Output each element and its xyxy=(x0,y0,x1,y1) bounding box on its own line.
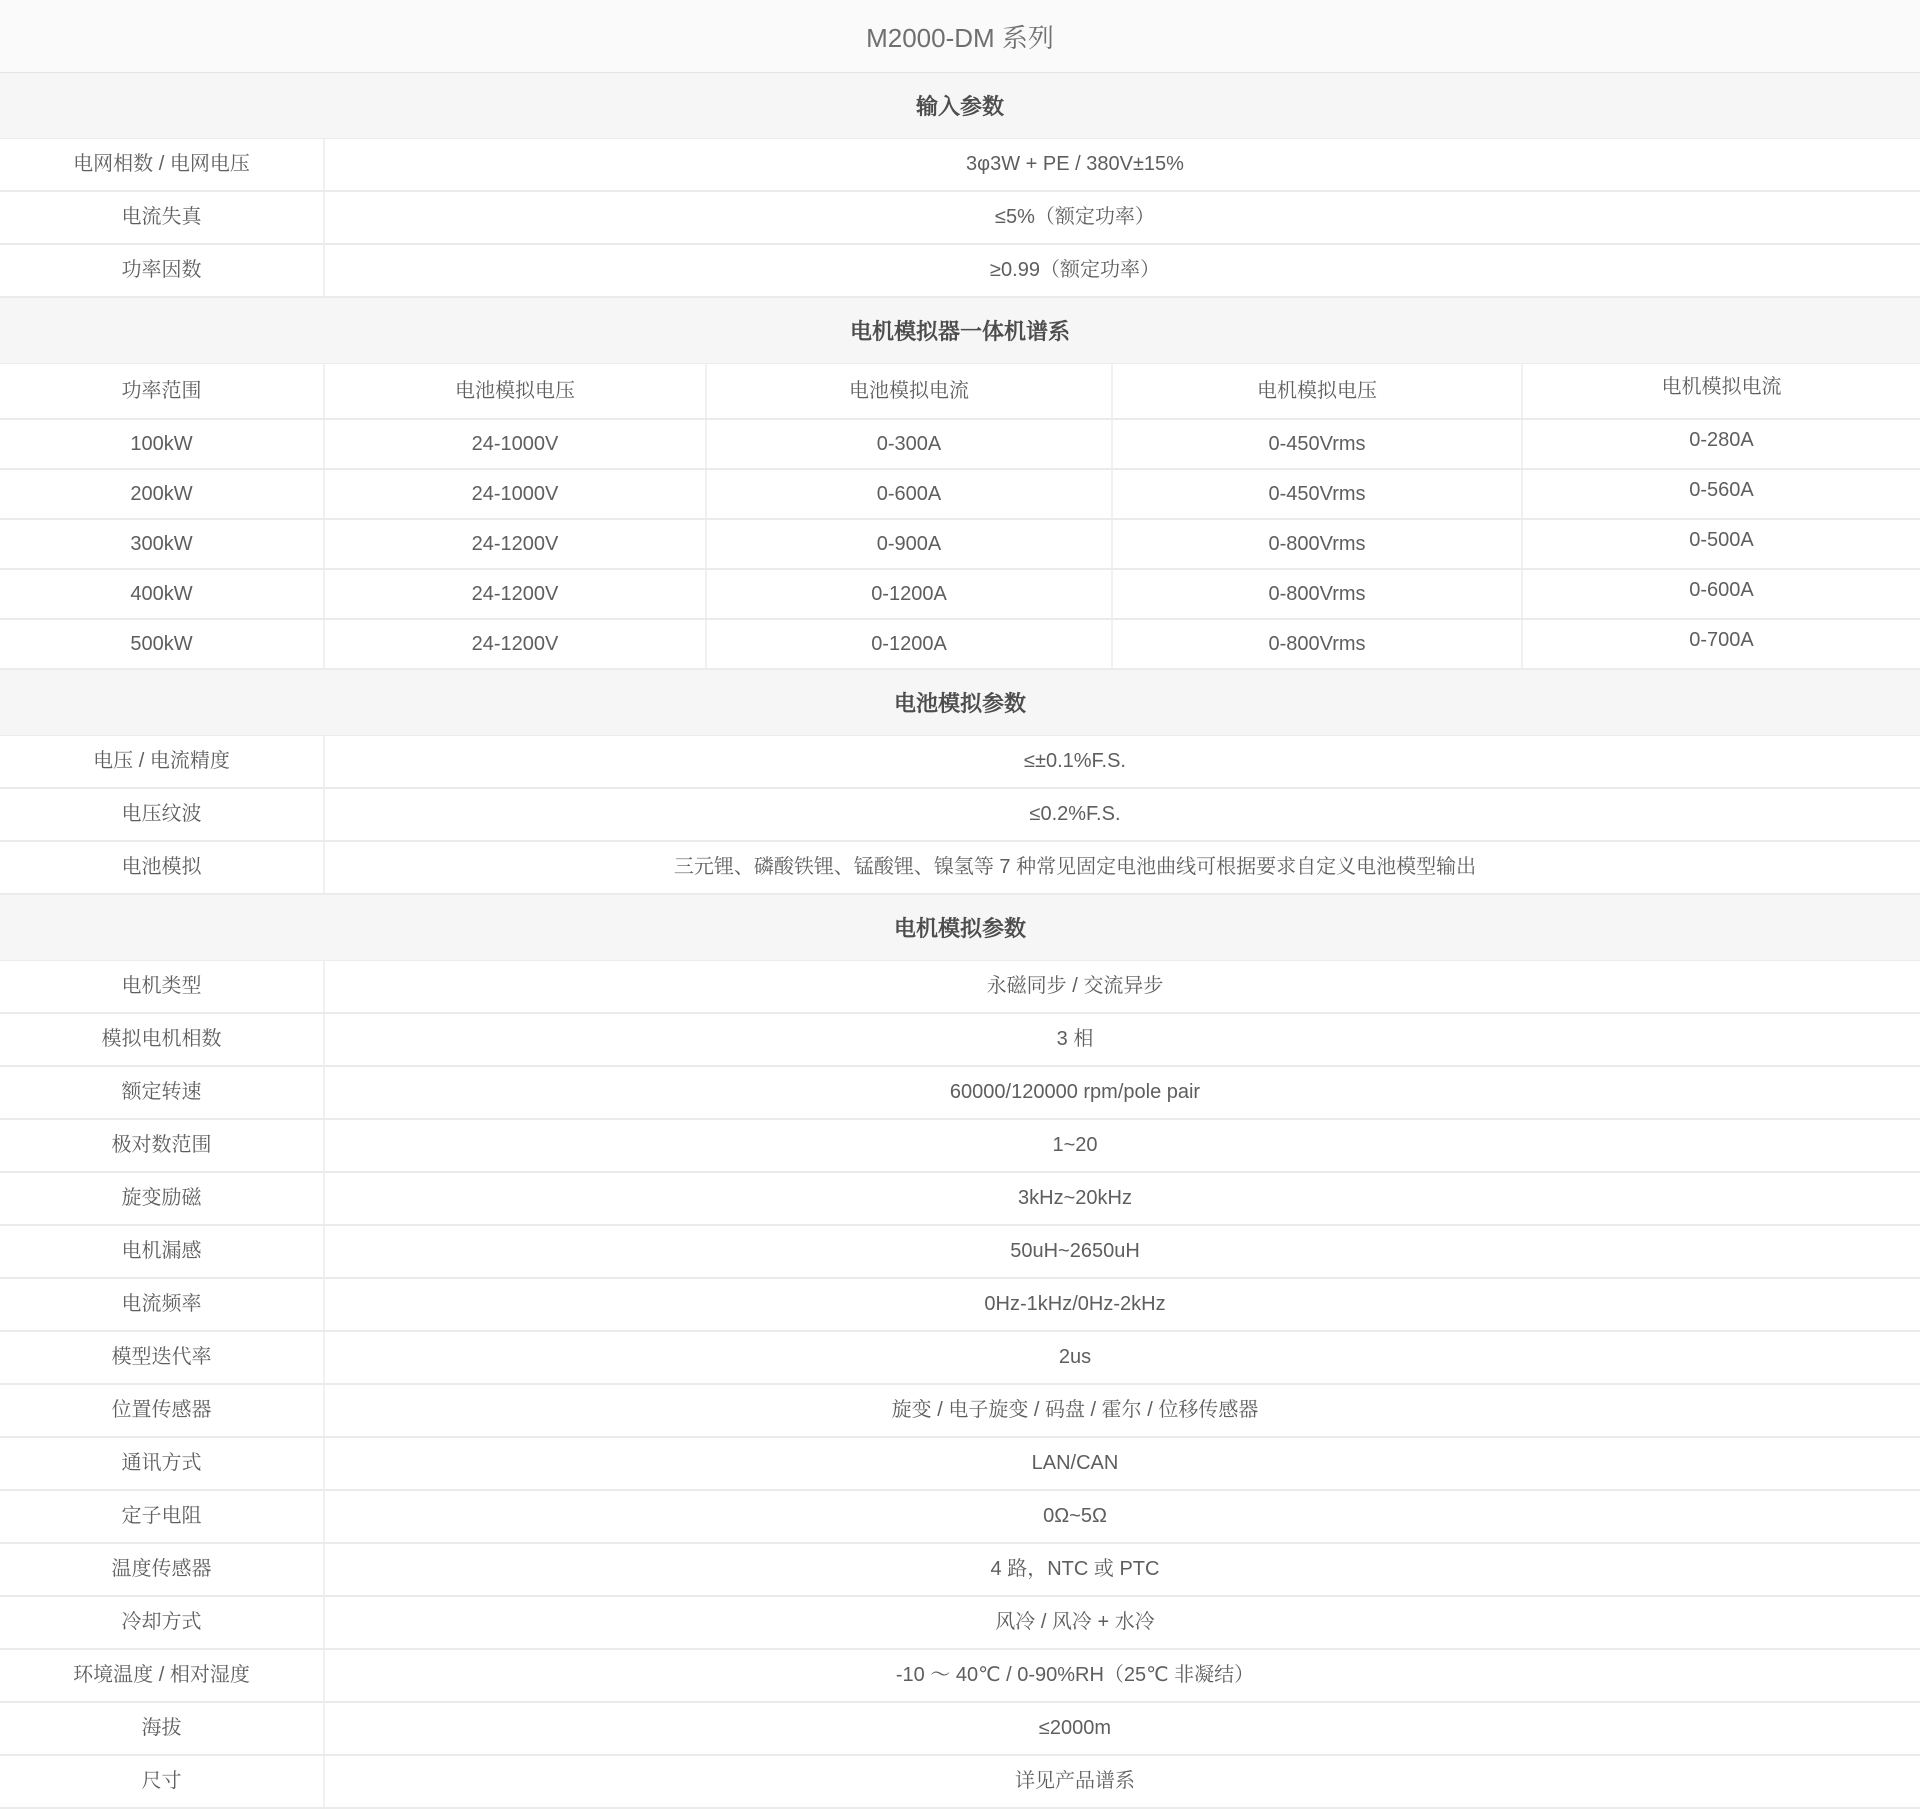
section-header-input-params xyxy=(0,73,1920,139)
power-table-column-header: 电机模拟电流 xyxy=(1661,375,1782,398)
page-title: M2000-DM 系列 xyxy=(866,22,1054,53)
spec-label: 温度传感器 xyxy=(0,1544,325,1595)
power-table-cell: 0-700A xyxy=(1689,628,1754,651)
spec-label: 冷却方式 xyxy=(0,1597,325,1648)
spec-row xyxy=(0,1279,1920,1332)
spec-value: 0Hz-1kHz/0Hz-2kHz xyxy=(984,1293,1166,1315)
power-table-cell: 0-450Vrms xyxy=(1113,470,1523,518)
spec-label: 模拟电机相数 xyxy=(0,1014,325,1065)
spec-value: 4 路，NTC 或 PTC xyxy=(990,1558,1160,1580)
spec-row xyxy=(0,736,1920,789)
spec-value: ≤±0.1%F.S. xyxy=(1024,750,1126,772)
power-table-column-header: 电池模拟电压 xyxy=(325,364,707,418)
power-table-cell: 24-1000V xyxy=(325,470,707,518)
power-table-column-header: 电池模拟电流 xyxy=(707,364,1113,418)
spec-label: 位置传感器 xyxy=(0,1385,325,1436)
spec-value: 1~20 xyxy=(1052,1134,1098,1156)
spec-value: ≥0.99（额定功率） xyxy=(990,259,1160,281)
power-table-cell: 200kW xyxy=(0,470,325,518)
spec-row xyxy=(0,1067,1920,1120)
power-table-row xyxy=(0,520,1920,570)
spec-label: 通讯方式 xyxy=(0,1438,325,1489)
spec-label: 电池模拟 xyxy=(0,842,325,893)
spec-label: 环境温度 / 相对湿度 xyxy=(0,1650,325,1701)
power-table-row xyxy=(0,420,1920,470)
spec-row xyxy=(0,1385,1920,1438)
spec-row xyxy=(0,842,1920,895)
spec-value: 3kHz~20kHz xyxy=(1018,1187,1132,1209)
spec-row xyxy=(0,1597,1920,1650)
spec-label: 电流失真 xyxy=(0,192,325,243)
section-header-label: 电机模拟参数 xyxy=(893,916,1026,941)
spec-row xyxy=(0,1014,1920,1067)
spec-row xyxy=(0,1332,1920,1385)
spec-value: -10 ～ 40℃ / 0-90%RH（25℃ 非凝结） xyxy=(895,1664,1255,1686)
section-header-label: 电池模拟参数 xyxy=(893,691,1026,716)
power-table-column-header: 电机模拟电压 xyxy=(1113,364,1523,418)
spec-label: 电压纹波 xyxy=(0,789,325,840)
spec-label: 极对数范围 xyxy=(0,1120,325,1171)
section-header-motor-sim-params xyxy=(0,895,1920,961)
spec-row xyxy=(0,961,1920,1014)
spec-label: 电网相数 / 电网电压 xyxy=(0,139,325,190)
power-table-cell: 400kW xyxy=(0,570,325,618)
section-header-battery-sim-params xyxy=(0,670,1920,736)
spec-row xyxy=(0,789,1920,842)
spec-label: 电流频率 xyxy=(0,1279,325,1330)
section-header-motor-emulator-lineup xyxy=(0,298,1920,364)
spec-value: LAN/CAN xyxy=(1031,1452,1119,1474)
spec-row xyxy=(0,192,1920,245)
spec-value: ≤0.2%F.S. xyxy=(1029,803,1121,825)
spec-row xyxy=(0,1226,1920,1279)
spec-label: 模型迭代率 xyxy=(0,1332,325,1383)
power-table-column-header: 功率范围 xyxy=(0,364,325,418)
power-table-cell: 0-600A xyxy=(707,470,1113,518)
power-table-cell: 0-560A xyxy=(1689,478,1754,501)
power-table-cell: 0-300A xyxy=(707,420,1113,468)
spec-row xyxy=(0,1438,1920,1491)
power-table-cell: 24-1000V xyxy=(325,420,707,468)
spec-value: 2us xyxy=(1058,1346,1092,1368)
power-table-cell: 0-900A xyxy=(707,520,1113,568)
section-header-label: 输入参数 xyxy=(915,94,1004,119)
spec-label: 定子电阻 xyxy=(0,1491,325,1542)
spec-value: 详见产品谱系 xyxy=(1015,1770,1135,1792)
spec-label: 海拔 xyxy=(0,1703,325,1754)
spec-value: ≤5%（额定功率） xyxy=(995,206,1155,228)
spec-row xyxy=(0,1544,1920,1597)
spec-row xyxy=(0,245,1920,298)
power-table-cell: 300kW xyxy=(0,520,325,568)
spec-label: 电机类型 xyxy=(0,961,325,1012)
spec-row xyxy=(0,1756,1920,1809)
spec-value: 风冷 / 风冷 + 水冷 xyxy=(995,1611,1155,1633)
spec-value: 3 相 xyxy=(1056,1028,1094,1050)
spec-label: 功率因数 xyxy=(0,245,325,296)
spec-value: 永磁同步 / 交流异步 xyxy=(986,975,1164,997)
spec-title-row xyxy=(0,0,1920,73)
spec-row xyxy=(0,1173,1920,1226)
spec-value: 60000/120000 rpm/pole pair xyxy=(949,1081,1201,1103)
spec-label: 旋变励磁 xyxy=(0,1173,325,1224)
power-table-cell: 0-280A xyxy=(1689,428,1754,451)
spec-row xyxy=(0,1491,1920,1544)
section-header-label: 电机模拟器一体机谱系 xyxy=(849,319,1070,344)
power-table-cell: 100kW xyxy=(0,420,325,468)
power-table-header-row xyxy=(0,364,1920,420)
power-table-cell: 0-1200A xyxy=(707,570,1113,618)
spec-value: ≤2000m xyxy=(1038,1717,1112,1739)
spec-row xyxy=(0,1650,1920,1703)
power-table-cell: 500kW xyxy=(0,620,325,668)
spec-value: 3φ3W + PE / 380V±15% xyxy=(966,153,1184,175)
power-table-cell: 0-1200A xyxy=(707,620,1113,668)
spec-value: 三元锂、磷酸铁锂、锰酸锂、镍氢等 7 种常见固定电池曲线可根据要求自定义电池模型输出 xyxy=(673,856,1477,878)
power-table-cell: 24-1200V xyxy=(325,570,707,618)
power-table-cell: 0-450Vrms xyxy=(1113,420,1523,468)
spec-row xyxy=(0,1703,1920,1756)
power-table-row xyxy=(0,470,1920,520)
power-table-cell: 0-500A xyxy=(1689,528,1754,551)
spec-value: 0Ω~5Ω xyxy=(1043,1505,1107,1527)
spec-value: 旋变 / 电子旋变 / 码盘 / 霍尔 / 位移传感器 xyxy=(891,1399,1259,1421)
spec-label: 电压 / 电流精度 xyxy=(0,736,325,787)
power-table-cell: 24-1200V xyxy=(325,620,707,668)
power-table-cell: 0-800Vrms xyxy=(1113,520,1523,568)
power-table-row xyxy=(0,570,1920,620)
power-table-row xyxy=(0,620,1920,670)
spec-value: 50uH~2650uH xyxy=(1010,1240,1140,1262)
spec-label: 额定转速 xyxy=(0,1067,325,1118)
spec-label: 电机漏感 xyxy=(0,1226,325,1277)
power-table-cell: 24-1200V xyxy=(325,520,707,568)
power-table-cell: 0-600A xyxy=(1689,578,1754,601)
spec-row xyxy=(0,139,1920,192)
power-table-cell: 0-800Vrms xyxy=(1113,620,1523,668)
spec-row xyxy=(0,1120,1920,1173)
power-table-cell: 0-800Vrms xyxy=(1113,570,1523,618)
spec-label: 尺寸 xyxy=(0,1756,325,1807)
